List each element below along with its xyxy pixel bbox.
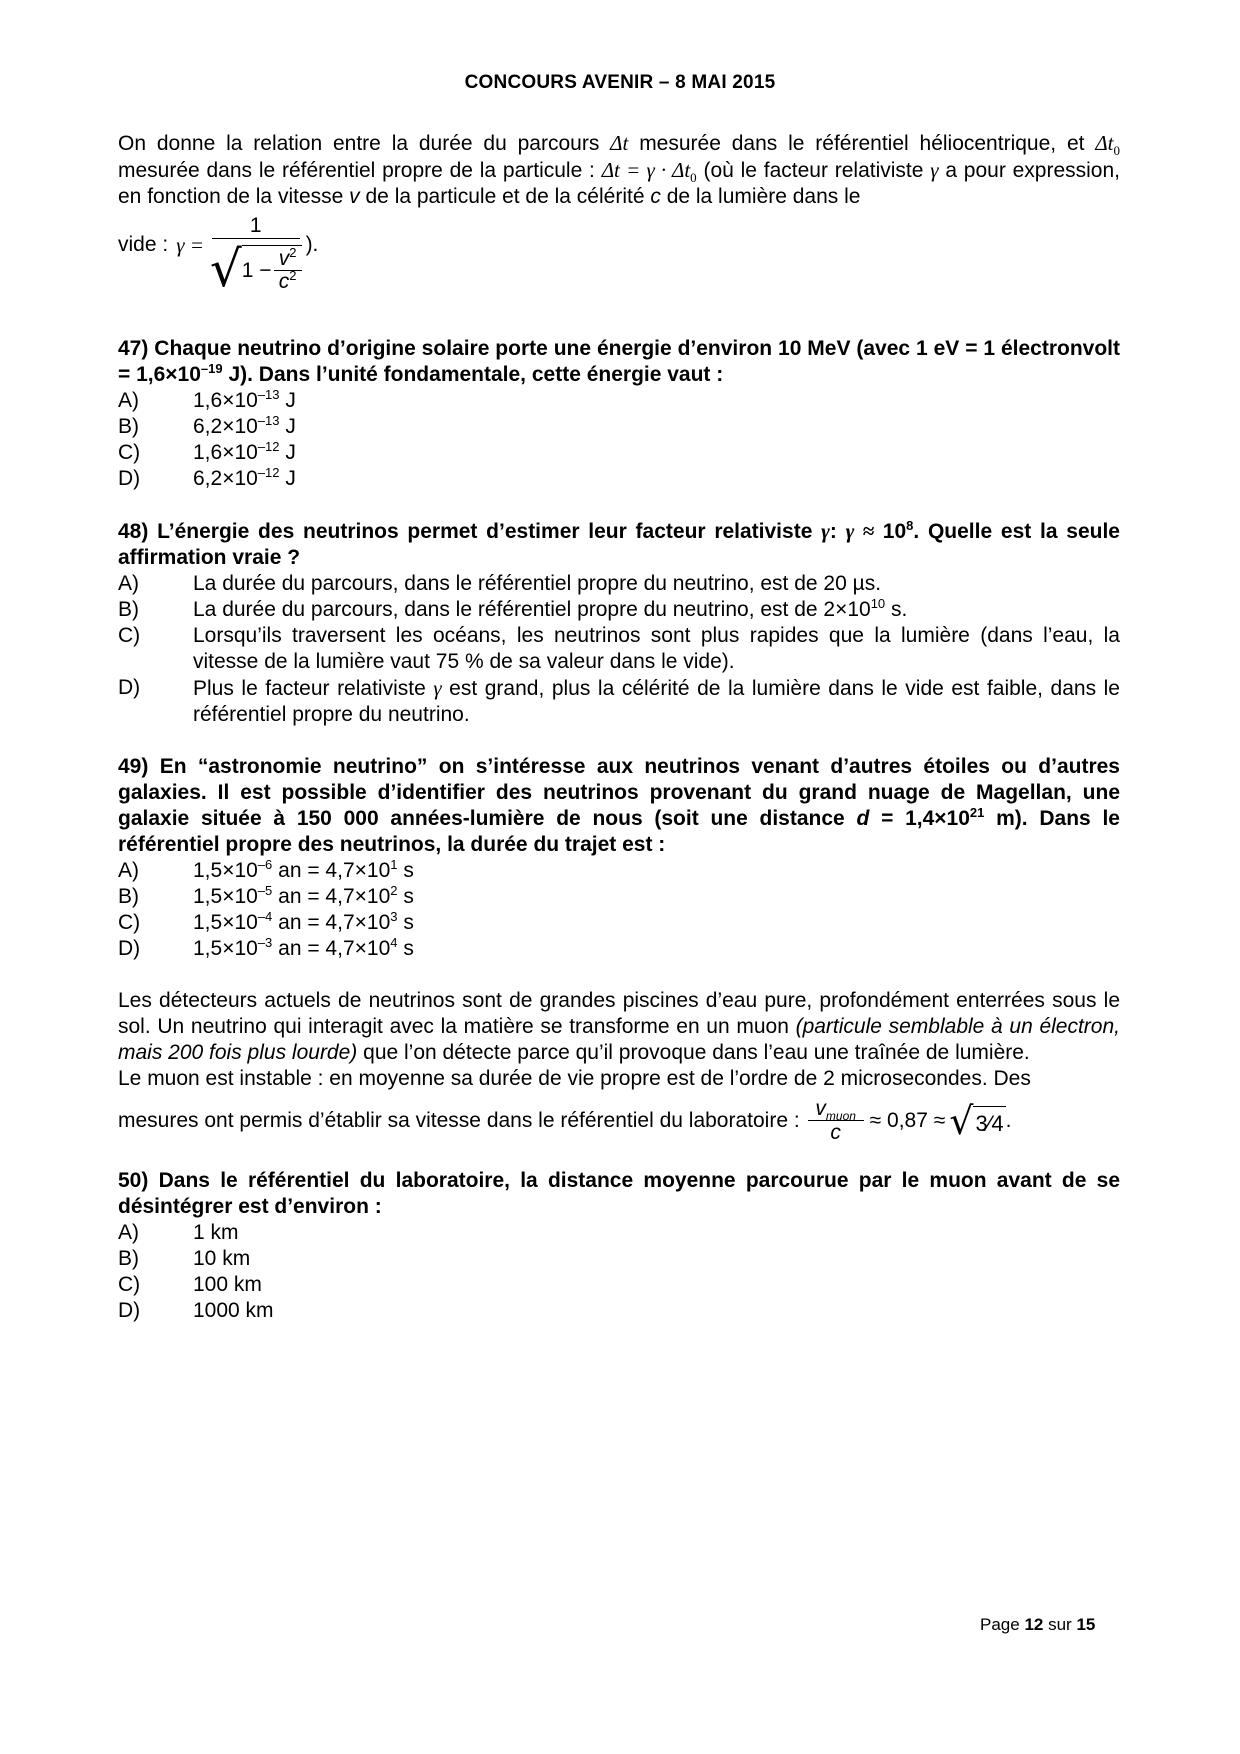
q49-option-c[interactable]: C) $1,5\times 10^{-4}$ an = $4,7\times 10^3$ s	[118, 909, 414, 934]
page-number: Page 12 sur 15	[980, 1615, 1096, 1634]
intro-paragraph: On donne la relation entre la durée du parcours Δt mesurée dans le référentiel héliocentrique, et $\Delta t_0$ mesurée dans le référentiel propre de la particule : $\Delta t = \gamma \cdot \Delta t_0$ (où le facteur relativiste γ a pour expression, en fonction de la vitesse v de la particule et de la célérité c de la lumière dans le	[118, 131, 1120, 208]
q48-option-d[interactable]: D) Plus le facteur relativiste γ est grand, plus la célérité de la lumière dans le vide est faible, dans le référentiel propre du neutrino.	[118, 676, 1120, 726]
gamma-formula: vide : γ = 1 √ 1 − $\frac{v^2}{c^2}$ ).	[118, 214, 1120, 310]
q50-option-a[interactable]: A) 1 km	[118, 1221, 239, 1244]
q47-option-b[interactable]: B) $6,2\times 10^{-13}$ J	[118, 413, 296, 438]
question-49: 49) En “astronomie neutrino” on s’intéresse aux neutrinos venant d’autres étoiles ou d’autres galaxies. Il est possible d’identifier des neutrinos provenant du grand nuage de Magellan, une galaxie située à 150 000 années-lumière de nous (soit une distance $d = 1,4\times 10^{21}$ m). Dans le référentiel propre des neutrinos, la durée du trajet est :	[118, 755, 1120, 856]
sqrt-icon: √	[949, 1099, 974, 1143]
question-47-options	[118, 388, 1120, 492]
q48-option-a[interactable]: A) La durée du parcours, dans le référentiel propre du neutrino, est de 20 µs.	[118, 572, 882, 595]
q48-option-b[interactable]: B) La durée du parcours, dans le référentiel propre du neutrino, est de $2\times 10^{10}$ s.	[118, 596, 908, 621]
q50-option-d[interactable]: D) 1000 km	[118, 1299, 274, 1322]
question-50-options	[118, 1220, 1120, 1324]
question-47: 47) Chaque neutrino d’origine solaire porte une énergie d’environ 10 MeV (avec 1 eV = 1 électronvolt = $1,6\times 10^{-19}$ J). Dans l’unité fondamentale, cette énergie vaut :	[118, 337, 1120, 386]
question-49-options	[118, 858, 1120, 962]
time-dilation-equation: Δt = γ · Δt	[601, 158, 691, 182]
q49-option-d[interactable]: D) $1,5\times 10^{-3}$ an = $4,7\times 10^4$ s	[118, 935, 414, 960]
page-title: CONCOURS AVENIR – 8 MAI 2015	[464, 72, 776, 93]
muon-speed-formula: mesures ont permis d’établir sa vitesse dans le référentiel du laboratoire : $v_{muon}$ c ≈ 0,87 ≈ √ 3⁄4 .	[118, 1096, 1012, 1144]
page-content	[118, 130, 1120, 1324]
question-50: 50) Dans le référentiel du laboratoire, la distance moyenne parcourue par le muon avant de se désintégrer est d’environ :	[118, 1169, 1121, 1218]
q48-option-c[interactable]: C) Lorsqu’ils traversent les océans, les neutrinos sont plus rapides que la lumière (dans l’eau, la vitesse de la lumière vaut 75 % de sa valeur dans le vide).	[118, 624, 1120, 673]
q49-option-b[interactable]: B) $1,5\times 10^{-5}$ an = $4,7\times 10^2$ s	[118, 883, 414, 908]
q47-option-a[interactable]: A) $1,6\times 10^{-13}$ J	[118, 387, 296, 412]
question-48: 48) L’énergie des neutrinos permet d’estimer leur facteur relativiste γ: $\gamma \approx 10^8$. Quelle est la seule affirmation vraie ?	[118, 518, 1120, 569]
q50-option-c[interactable]: C) 100 km	[118, 1273, 262, 1296]
q49-option-a[interactable]: A) $1,5\times 10^{-6}$ an = $4,7\times 10^1$ s	[118, 857, 414, 882]
muon-paragraph: Le muon est instable : en moyenne sa durée de vie propre est de l’ordre de 2 microsecondes. Des	[118, 1067, 1031, 1090]
detectors-paragraph: Les détecteurs actuels de neutrinos sont de grandes piscines d’eau pure, profondément enterrées sous le sol. Un neutrino qui interagit avec la matière se transforme en un muon (particule semblable à un électron, mais 200 fois plus lourde) que l’on détecte parce qu’il provoque dans l’eau une traînée de lumière.	[118, 989, 1120, 1064]
gamma-fraction: 1 √ 1 − $\frac{v^2}{c^2}$	[210, 214, 302, 301]
q50-option-b[interactable]: B) 10 km	[118, 1247, 251, 1270]
q47-option-d[interactable]: D) $6,2\times 10^{-12}$ J	[118, 465, 296, 490]
sqrt-icon: √	[209, 240, 242, 298]
q47-option-c[interactable]: C) $1,6\times 10^{-12}$ J	[118, 439, 296, 464]
question-48-options	[118, 571, 1120, 728]
